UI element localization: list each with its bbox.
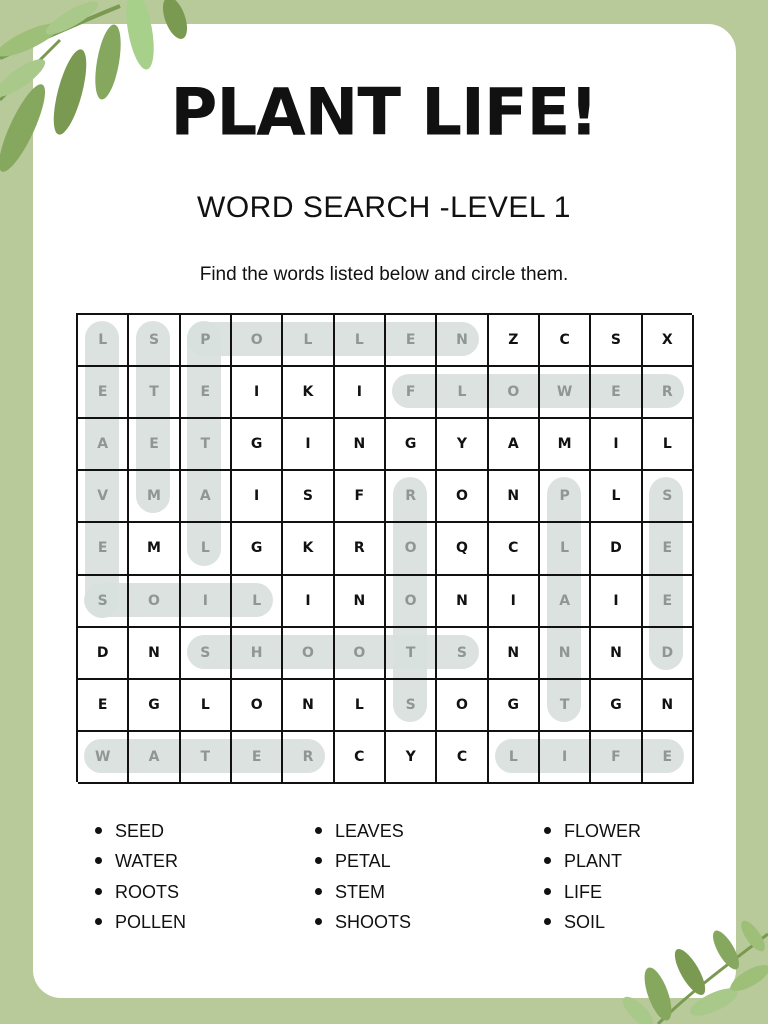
grid-cell[interactable]: G [386, 419, 437, 471]
grid-cell[interactable]: D [78, 628, 129, 680]
grid-cell[interactable]: K [283, 367, 334, 419]
grid-cell[interactable]: F [591, 732, 642, 784]
grid-cell[interactable]: S [643, 471, 694, 523]
grid-cell[interactable]: I [232, 471, 283, 523]
grid-cell[interactable]: D [643, 628, 694, 680]
grid-cell[interactable]: L [335, 315, 386, 367]
grid-cell[interactable]: G [129, 680, 180, 732]
grid-cell[interactable]: R [386, 471, 437, 523]
grid-cell[interactable]: A [181, 471, 232, 523]
letter-grid [76, 313, 692, 782]
grid-cell[interactable]: Y [437, 419, 488, 471]
grid-cell[interactable]: I [591, 576, 642, 628]
grid-cell[interactable]: T [129, 367, 180, 419]
grid-cell[interactable]: G [232, 523, 283, 575]
grid-cell[interactable]: L [489, 732, 540, 784]
grid-cell[interactable]: E [78, 680, 129, 732]
grid-cell[interactable]: O [335, 628, 386, 680]
grid-cell[interactable]: G [232, 419, 283, 471]
grid-cell[interactable]: N [437, 576, 488, 628]
grid-cell[interactable]: F [386, 367, 437, 419]
grid-cell[interactable]: I [283, 576, 334, 628]
grid-cell[interactable]: L [181, 523, 232, 575]
grid-cell[interactable]: A [78, 419, 129, 471]
grid-cell[interactable]: W [78, 732, 129, 784]
grid-cell[interactable]: E [129, 419, 180, 471]
grid-cell[interactable]: L [78, 315, 129, 367]
grid-cell[interactable]: O [437, 471, 488, 523]
grid-cell[interactable]: H [232, 628, 283, 680]
grid-cell[interactable]: L [437, 367, 488, 419]
word-list-item: ROOTS [93, 879, 186, 909]
grid-cell[interactable]: I [591, 419, 642, 471]
word-search-puzzle [76, 313, 692, 782]
grid-cell[interactable]: N [489, 471, 540, 523]
grid-cell[interactable]: A [540, 576, 591, 628]
grid-cell[interactable]: I [489, 576, 540, 628]
grid-cell[interactable]: C [540, 315, 591, 367]
grid-cell[interactable]: T [181, 732, 232, 784]
grid-cell[interactable]: O [386, 576, 437, 628]
grid-cell[interactable]: T [540, 680, 591, 732]
leaf-branch-decoration-top-left [0, 0, 210, 190]
word-list-item: PLANT [542, 848, 641, 878]
word-list-item: STEM [313, 879, 411, 909]
word-list-item: PETAL [313, 848, 411, 878]
grid-cell[interactable]: W [540, 367, 591, 419]
word-list-item: LIFE [542, 879, 641, 909]
grid-cell[interactable]: M [540, 419, 591, 471]
grid-cell[interactable]: T [386, 628, 437, 680]
grid-cell[interactable]: L [283, 315, 334, 367]
grid-cell[interactable]: L [181, 680, 232, 732]
grid-cell[interactable]: S [386, 680, 437, 732]
grid-cell[interactable]: M [129, 471, 180, 523]
grid-cell[interactable]: S [181, 628, 232, 680]
word-list-item: FLOWER [542, 818, 641, 848]
grid-cell[interactable]: T [181, 419, 232, 471]
grid-cell[interactable]: S [437, 628, 488, 680]
word-list-item: SHOOTS [313, 909, 411, 939]
grid-cell[interactable]: C [437, 732, 488, 784]
page-subtitle: WORD SEARCH -LEVEL 1 [197, 191, 571, 224]
grid-cell[interactable]: S [283, 471, 334, 523]
grid-cell[interactable]: N [335, 576, 386, 628]
grid-cell[interactable]: X [643, 315, 694, 367]
grid-cell[interactable]: C [489, 523, 540, 575]
word-list-item: SEED [93, 818, 186, 848]
page-title: PLANT LIFE! [170, 75, 598, 151]
word-list-column-2 [313, 818, 411, 939]
grid-cell[interactable]: N [591, 628, 642, 680]
grid-cell[interactable]: L [232, 576, 283, 628]
leaf-branch-decoration-bottom-right [618, 914, 768, 1024]
grid-cell[interactable]: R [283, 732, 334, 784]
word-list-item: WATER [93, 848, 186, 878]
grid-cell[interactable]: I [540, 732, 591, 784]
grid-cell[interactable]: A [489, 419, 540, 471]
grid-cell[interactable]: O [489, 367, 540, 419]
grid-cell[interactable]: N [489, 628, 540, 680]
word-list-item: LEAVES [313, 818, 411, 848]
grid-cell[interactable]: N [129, 628, 180, 680]
grid-cell[interactable]: S [129, 315, 180, 367]
grid-cell[interactable]: Q [437, 523, 488, 575]
grid-cell[interactable]: N [437, 315, 488, 367]
grid-cell[interactable]: L [540, 523, 591, 575]
grid-cell[interactable]: M [129, 523, 180, 575]
grid-cell[interactable]: O [386, 523, 437, 575]
grid-cell[interactable]: S [78, 576, 129, 628]
grid-cell[interactable]: P [540, 471, 591, 523]
grid-cell[interactable]: D [591, 523, 642, 575]
grid-cell[interactable]: K [283, 523, 334, 575]
grid-cell[interactable]: O [232, 315, 283, 367]
grid-cell[interactable]: L [591, 471, 642, 523]
grid-cell[interactable]: N [283, 680, 334, 732]
word-list-item: POLLEN [93, 909, 186, 939]
grid-cell[interactable]: N [335, 419, 386, 471]
grid-cell[interactable]: I [335, 367, 386, 419]
grid-cell[interactable]: L [643, 419, 694, 471]
grid-cell[interactable]: E [643, 523, 694, 575]
grid-cell[interactable]: P [181, 315, 232, 367]
grid-cell[interactable]: Y [386, 732, 437, 784]
grid-cell[interactable]: Z [489, 315, 540, 367]
grid-cell[interactable]: N [540, 628, 591, 680]
grid-cell[interactable]: E [591, 367, 642, 419]
grid-cell[interactable]: O [283, 628, 334, 680]
word-list-item: SOIL [542, 909, 641, 939]
grid-cell[interactable]: O [129, 576, 180, 628]
grid-cell[interactable]: E [386, 315, 437, 367]
grid-cell[interactable]: L [335, 680, 386, 732]
grid-cell[interactable]: I [232, 367, 283, 419]
word-list-column-1 [93, 818, 186, 939]
grid-cell[interactable]: R [335, 523, 386, 575]
instructions-text: Find the words listed below and circle them. [199, 264, 569, 285]
grid-cell[interactable]: G [591, 680, 642, 732]
grid-cell[interactable]: O [232, 680, 283, 732]
grid-cell[interactable]: A [129, 732, 180, 784]
grid-cell[interactable]: F [335, 471, 386, 523]
grid-cell[interactable]: E [232, 732, 283, 784]
grid-cell[interactable]: E [78, 367, 129, 419]
grid-cell[interactable]: E [181, 367, 232, 419]
grid-cell[interactable]: I [181, 576, 232, 628]
grid-cell[interactable]: N [643, 680, 694, 732]
grid-cell[interactable]: V [78, 471, 129, 523]
grid-cell[interactable]: C [335, 732, 386, 784]
grid-cell[interactable]: G [489, 680, 540, 732]
grid-cell[interactable]: E [643, 732, 694, 784]
grid-cell[interactable]: S [591, 315, 642, 367]
grid-cell[interactable]: O [437, 680, 488, 732]
grid-cell[interactable]: E [78, 523, 129, 575]
grid-cell[interactable]: I [283, 419, 334, 471]
grid-cell[interactable]: E [643, 576, 694, 628]
grid-cell[interactable]: R [643, 367, 694, 419]
